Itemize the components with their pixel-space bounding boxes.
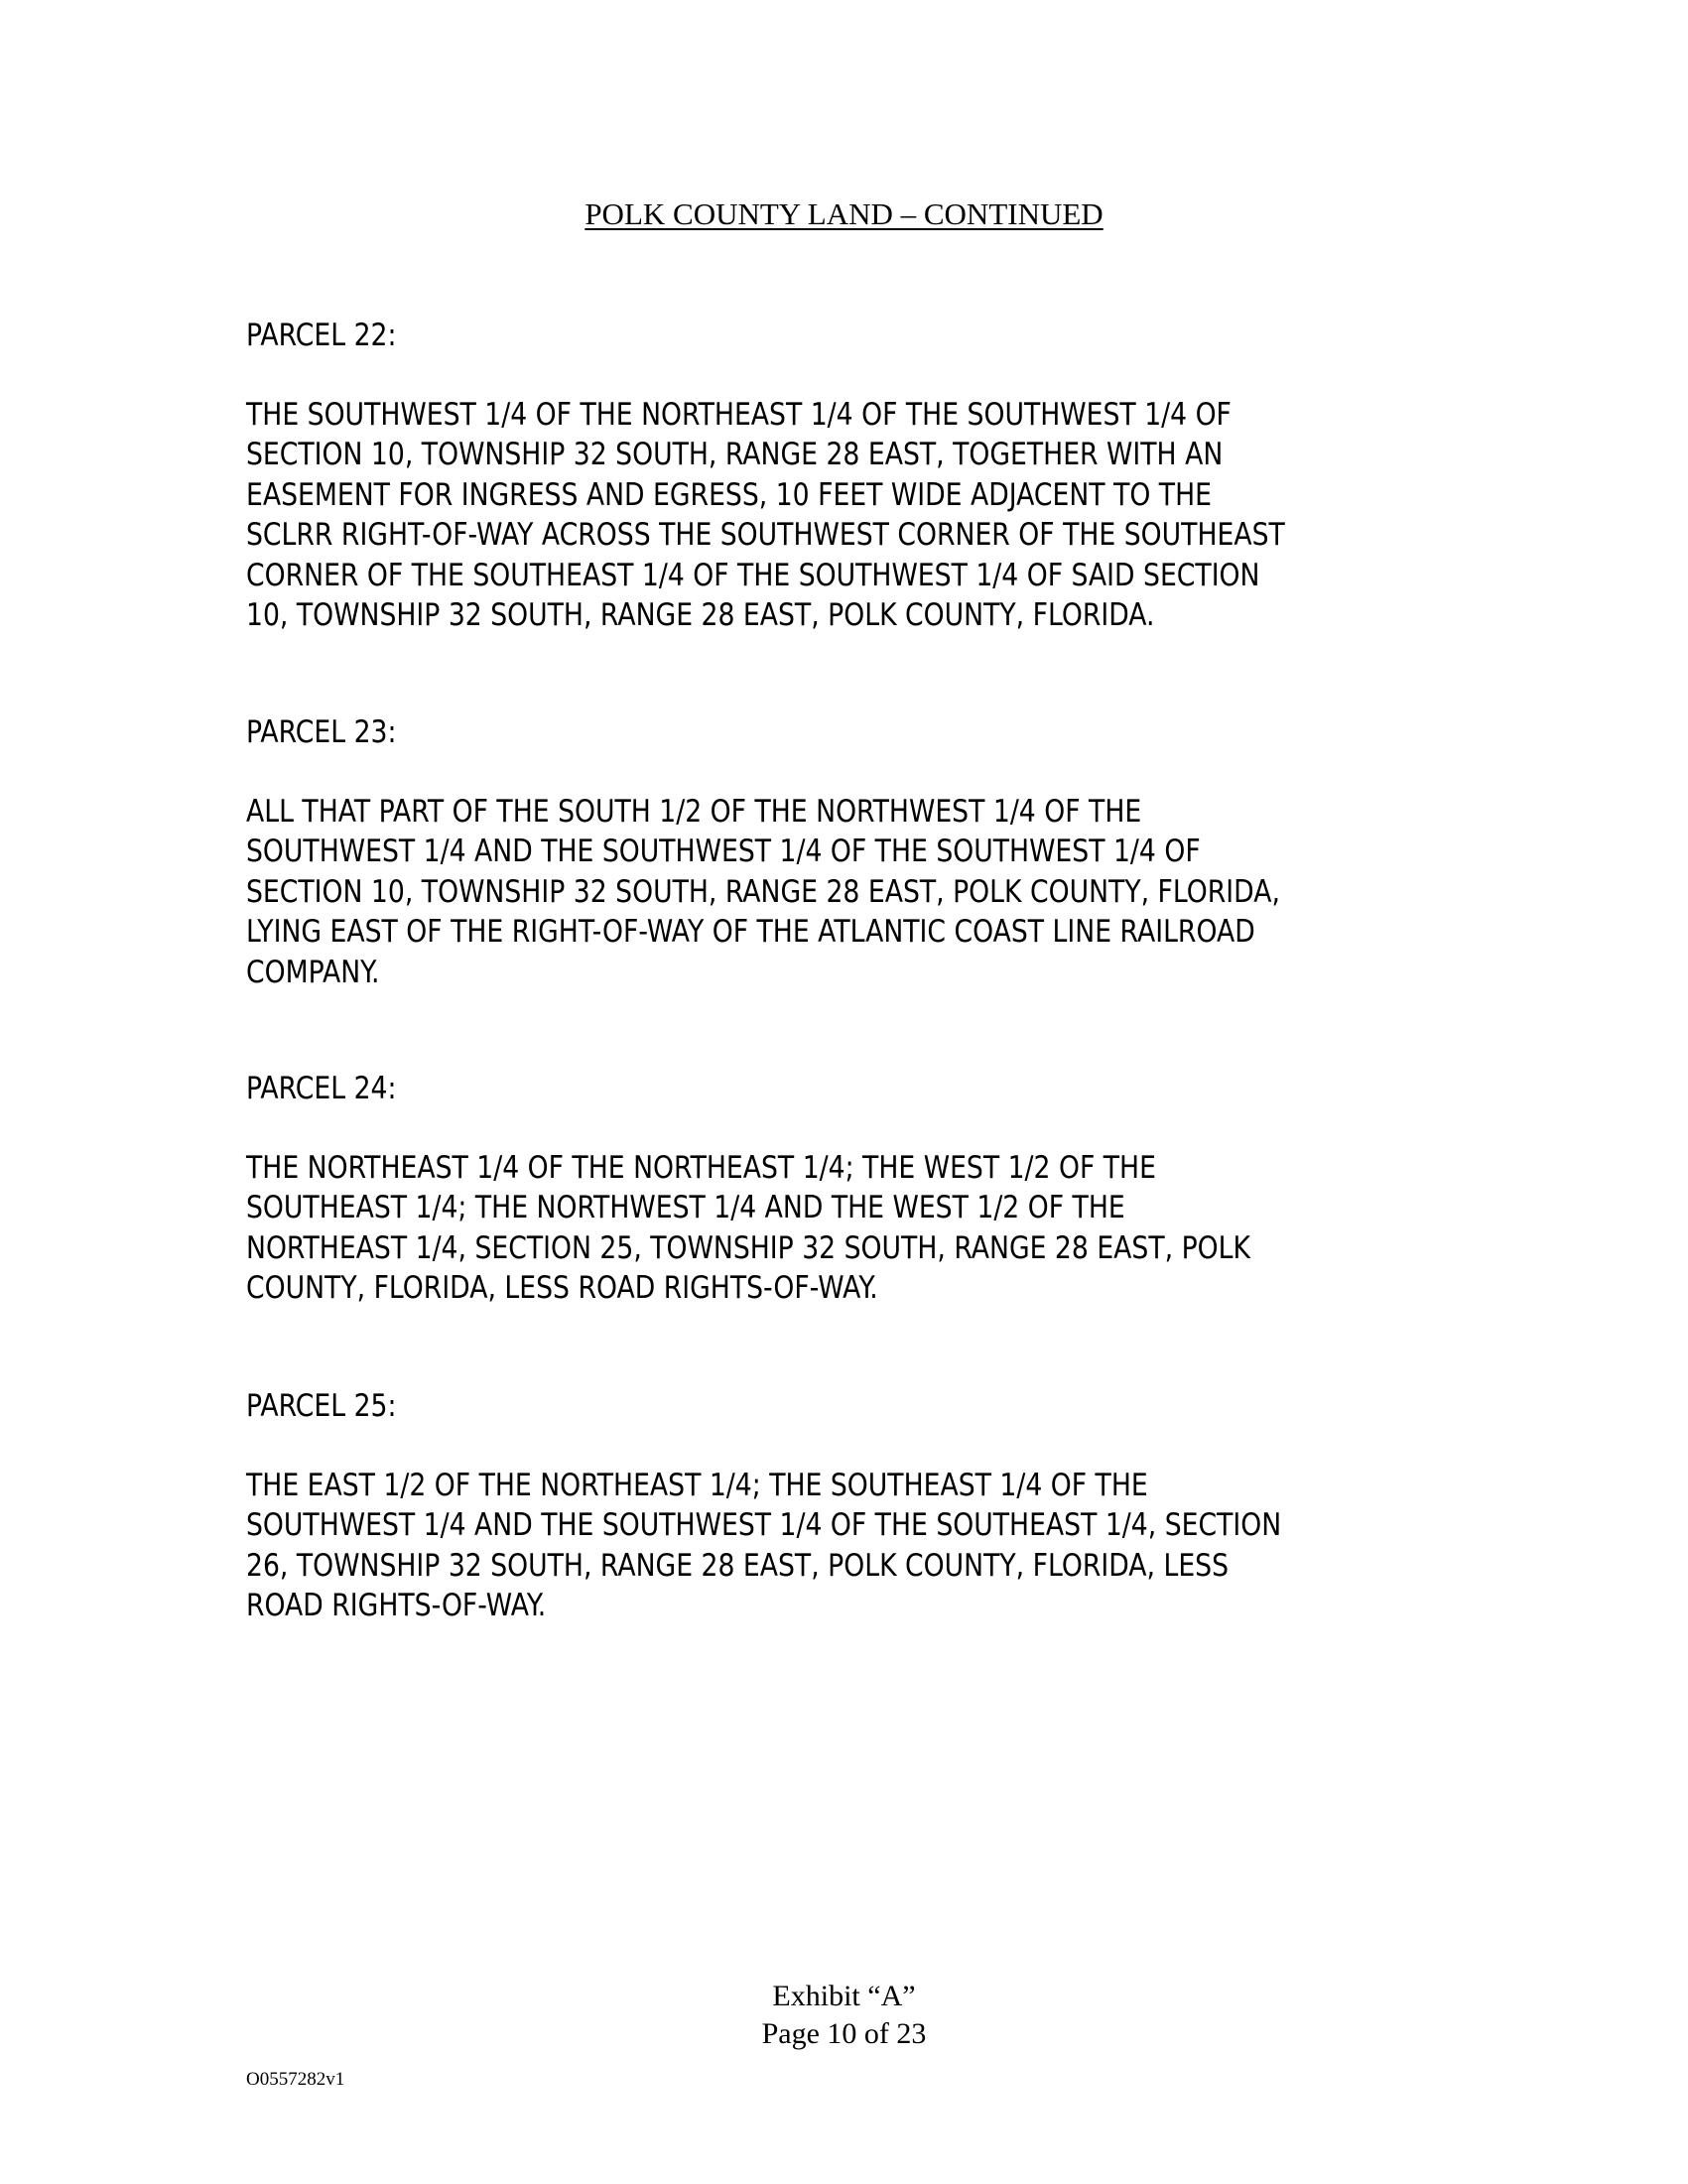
parcel-heading: PARCEL 22: <box>246 318 397 353</box>
description-line: SOUTHWEST 1/4 AND THE SOUTHWEST 1/4 OF THE SOUTHEAST 1/4, SECTION <box>246 1507 1282 1544</box>
description-line: EASEMENT FOR INGRESS AND EGRESS, 10 FEET WIDE ADJACENT TO THE <box>246 476 1212 513</box>
description-line: SECTION 10, TOWNSHIP 32 SOUTH, RANGE 28 EAST, TOGETHER WITH AN <box>246 437 1224 473</box>
description-line: CORNER OF THE SOUTHEAST 1/4 OF THE SOUTHWEST 1/4 OF SAID SECTION <box>246 557 1260 593</box>
description-line: LYING EAST OF THE RIGHT-OF-WAY OF THE ATLANTIC COAST LINE RAILROAD <box>246 914 1255 951</box>
description-line: SCLRR RIGHT-OF-WAY ACROSS THE SOUTHWEST CORNER OF THE SOUTHEAST <box>246 517 1285 554</box>
description-line: THE SOUTHWEST 1/4 OF THE NORTHEAST 1/4 OF THE SOUTHWEST 1/4 OF <box>246 397 1232 433</box>
parcel-heading: PARCEL 25: <box>246 1388 397 1424</box>
parcel-description <box>246 1466 1356 1626</box>
description-line: 10, TOWNSHIP 32 SOUTH, RANGE 28 EAST, POLK COUNTY, FLORIDA. <box>246 597 1155 634</box>
description-line: ROAD RIGHTS-OF-WAY. <box>246 1588 547 1624</box>
parcel-24 <box>246 1069 1536 1309</box>
parcel-23 <box>246 712 1536 992</box>
exhibit-label: Exhibit “A” <box>772 1980 916 2012</box>
parcel-heading: PARCEL 24: <box>246 1071 397 1106</box>
parcel-heading: PARCEL 23: <box>246 714 397 750</box>
description-line: NORTHEAST 1/4, SECTION 25, TOWNSHIP 32 SOUTH, RANGE 28 EAST, POLK <box>246 1229 1250 1266</box>
page-title: POLK COUNTY LAND – CONTINUED <box>584 196 1104 231</box>
page-footer <box>0 1978 1688 2053</box>
description-line: SECTION 10, TOWNSHIP 32 SOUTH, RANGE 28 EAST, POLK COUNTY, FLORIDA, <box>246 873 1280 910</box>
page-number: Page 10 of 23 <box>761 2017 927 2050</box>
description-line: SOUTHWEST 1/4 AND THE SOUTHWEST 1/4 OF THE SOUTHWEST 1/4 OF <box>246 834 1201 870</box>
description-line: COUNTY, FLORIDA, LESS ROAD RIGHTS-OF-WAY. <box>246 1270 878 1307</box>
parcel-description <box>246 792 1356 992</box>
parcel-description <box>246 1148 1356 1309</box>
parcel-25 <box>246 1386 1536 1626</box>
description-line: THE EAST 1/2 OF THE NORTHEAST 1/4; THE SOUTHEAST 1/4 OF THE <box>246 1468 1148 1503</box>
parcel-description <box>246 395 1356 635</box>
description-line: 26, TOWNSHIP 32 SOUTH, RANGE 28 EAST, POLK COUNTY, FLORIDA, LESS <box>246 1547 1230 1584</box>
description-line: SOUTHEAST 1/4; THE NORTHWEST 1/4 AND THE WEST 1/2 OF THE <box>246 1190 1125 1226</box>
description-line: THE NORTHEAST 1/4 OF THE NORTHEAST 1/4; THE WEST 1/2 OF THE <box>246 1150 1156 1186</box>
parcel-22 <box>246 316 1536 635</box>
description-line: COMPANY. <box>246 954 380 990</box>
document-id: O0557282v1 <box>246 2069 345 2090</box>
description-line: ALL THAT PART OF THE SOUTH 1/2 OF THE NORTHWEST 1/4 OF THE <box>246 794 1142 830</box>
